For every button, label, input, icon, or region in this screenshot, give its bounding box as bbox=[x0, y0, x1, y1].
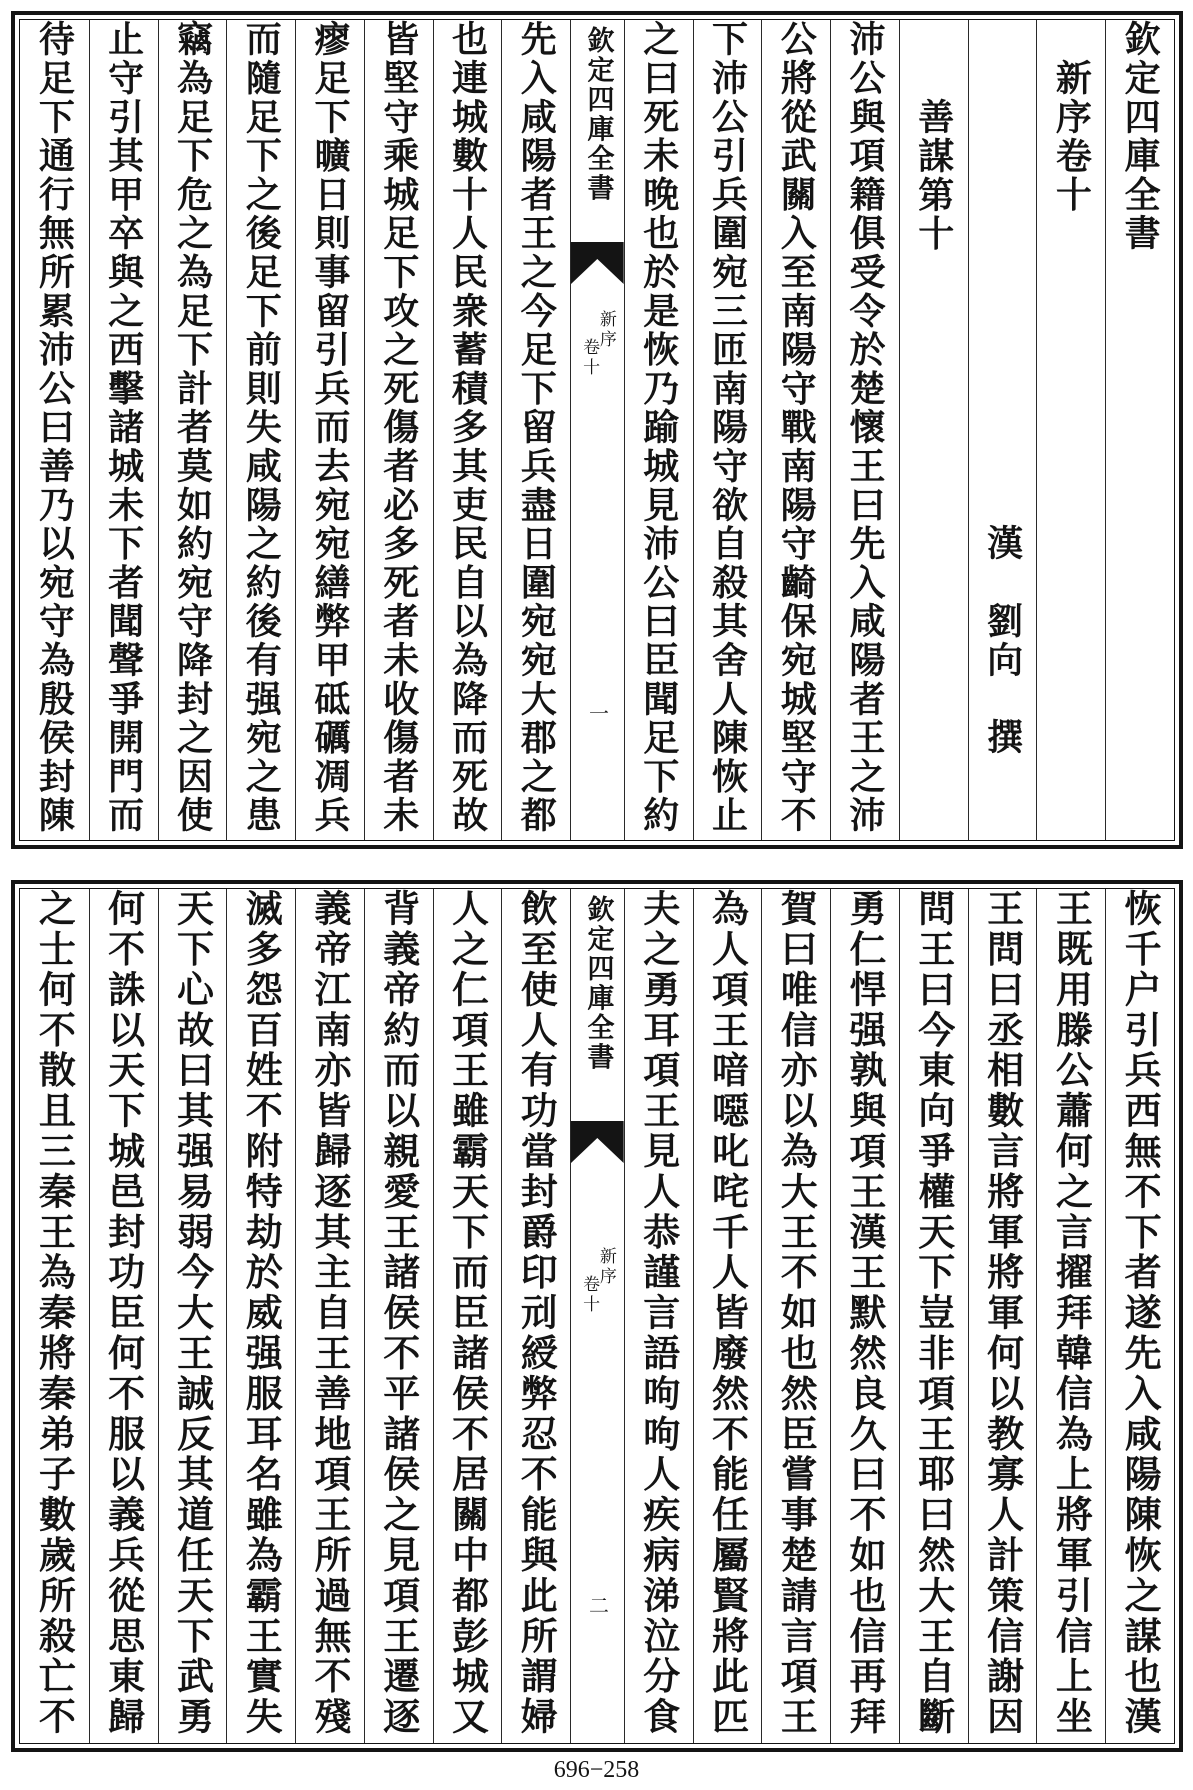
text-column bbox=[761, 20, 830, 840]
text-column-content: 瘳足下曠日則事留引兵而去宛宛繕弊甲砥礪凋兵 bbox=[308, 20, 351, 835]
text-column bbox=[693, 20, 762, 840]
text-column bbox=[968, 889, 1037, 1743]
text-column bbox=[364, 20, 433, 840]
text-column bbox=[624, 889, 693, 1743]
banxin-series-title: 欽定四庫全書 bbox=[582, 26, 614, 203]
center-fold-banxin bbox=[570, 20, 624, 840]
banxin-series-title: 欽定四庫全書 bbox=[582, 895, 614, 1072]
lower-leaf-frame bbox=[19, 888, 1175, 1744]
upper-leaf-panel bbox=[11, 11, 1183, 849]
text-column-content: 下沛公引兵圍宛三匝南陽守欲自殺其舍人陳恢止 bbox=[706, 20, 749, 835]
text-column bbox=[226, 20, 295, 840]
text-column bbox=[89, 20, 158, 840]
chapter-title: 善謀第十 bbox=[912, 98, 955, 254]
text-column-content: 之士何不散且三秦王為秦將秦弟子數歲所殺亡不 bbox=[32, 889, 77, 1738]
banxin-volume: 卷十 bbox=[579, 1275, 600, 1315]
upper-leaf-columns bbox=[20, 20, 1174, 840]
text-column-content: 竊為足下危之為足下計者莫如約宛守降封之因使 bbox=[171, 20, 214, 835]
text-column bbox=[830, 20, 899, 840]
author-column bbox=[968, 20, 1037, 840]
text-column-content: 滅多怨百姓不附特劫於威强服耳名雖為霸王實失 bbox=[239, 889, 284, 1738]
text-column bbox=[364, 889, 433, 1743]
text-column-content: 人之仁項王雖霸天下而臣諸侯不居關中都彭城又 bbox=[445, 889, 490, 1738]
lower-leaf-panel bbox=[11, 880, 1183, 1752]
text-column-content: 問王曰今東向爭權天下豈非項王耶曰然大王自斷 bbox=[911, 889, 956, 1738]
text-column bbox=[433, 20, 502, 840]
text-column-content: 何不誅以天下城邑封功臣何不服以義兵從思東歸 bbox=[101, 889, 146, 1738]
text-column bbox=[295, 889, 364, 1743]
text-column-content: 皆堅守乘城足下攻之死傷者必多死者未收傷者未 bbox=[377, 20, 420, 835]
reprint-page-code: 696−258 bbox=[553, 1757, 640, 1783]
text-column bbox=[1036, 889, 1105, 1743]
banxin-book-name: 新序 bbox=[595, 1247, 616, 1287]
text-column-content: 飲至使人有功當封爵印刓綬弊忍不能與此所謂婦 bbox=[514, 889, 559, 1738]
text-column bbox=[20, 20, 89, 840]
text-column bbox=[830, 889, 899, 1743]
lower-leaf-columns bbox=[20, 889, 1174, 1743]
book-volume-title: 新序卷十 bbox=[1050, 59, 1093, 215]
book-volume-column bbox=[1036, 20, 1105, 840]
text-column-content: 夫之勇耳項王見人恭謹言語呴呴人疾病涕泣分食 bbox=[636, 889, 681, 1738]
text-column bbox=[899, 889, 968, 1743]
text-column bbox=[624, 20, 693, 840]
text-column bbox=[1105, 889, 1174, 1743]
collection-title: 欽定四庫全書 bbox=[1119, 20, 1162, 253]
text-column-content: 也連城數十人民衆蓄積多其吏民自以為降而死故 bbox=[446, 20, 489, 835]
text-column bbox=[89, 889, 158, 1743]
text-column-content: 恢千户引兵西無不下者遂先入咸陽陳恢之謀也漢 bbox=[1118, 889, 1163, 1738]
text-column-content: 沛公與項籍俱受令於楚懷王曰先入咸陽者王之沛 bbox=[844, 20, 887, 835]
text-column bbox=[433, 889, 502, 1743]
text-column-content: 賀曰唯信亦以為大王不如也然臣嘗事楚請言項王 bbox=[774, 889, 819, 1738]
upper-leaf-frame bbox=[19, 19, 1175, 841]
author-role: 撰 bbox=[981, 718, 1024, 757]
author-dynasty: 漢 bbox=[981, 524, 1024, 563]
text-column-content: 公將從武關入至南陽守戰南陽守齮保宛城堅守不 bbox=[775, 20, 818, 835]
text-column-content: 王既用滕公蕭何之言擢拜韓信為上將軍引信上坐 bbox=[1049, 889, 1094, 1738]
text-column bbox=[295, 20, 364, 840]
text-column-content: 先入咸陽者王之今足下留兵盡日圍宛宛大郡之都 bbox=[515, 20, 558, 835]
text-column bbox=[226, 889, 295, 1743]
banxin-leaf-number: 一 bbox=[585, 703, 610, 723]
text-column-content: 王問曰丞相數言將軍將軍何以教寡人計策信謝因 bbox=[980, 889, 1025, 1738]
text-column-content: 之曰死未晚也於是恢乃踰城見沛公曰臣聞足下約 bbox=[637, 20, 680, 835]
fishtail-ornament bbox=[571, 242, 624, 284]
text-column-content: 天下心故曰其强易弱今大王誠反其道任天下武勇 bbox=[170, 889, 215, 1738]
banxin-leaf-number: 二 bbox=[585, 1595, 610, 1615]
text-column-content: 待足下通行無所累沛公曰善乃以宛守為殷侯封陳 bbox=[33, 20, 76, 835]
text-column bbox=[501, 20, 570, 840]
text-column-content: 勇仁悍强孰與項王漢王默然良久曰不如也信再拜 bbox=[843, 889, 888, 1738]
text-column-content: 止守引其甲卒與之西擊諸城未下者聞聲爭開門而 bbox=[102, 20, 145, 835]
collection-title-column bbox=[1105, 20, 1174, 840]
center-fold-banxin bbox=[570, 889, 624, 1743]
banxin-book-name: 新序 bbox=[595, 310, 616, 350]
text-column-content: 背義帝約而以親愛王諸侯不平諸侯之見項王遷逐 bbox=[376, 889, 421, 1738]
author-name: 劉向 bbox=[981, 602, 1024, 680]
text-column bbox=[20, 889, 89, 1743]
text-column bbox=[761, 889, 830, 1743]
text-column-content: 而隨足下之後足下前則失咸陽之約後有强宛之患 bbox=[240, 20, 283, 835]
text-column-content: 為人項王喑噁叱咤千人皆廢然不能任屬賢將此匹 bbox=[705, 889, 750, 1738]
fishtail-ornament bbox=[571, 1121, 624, 1163]
text-column bbox=[158, 889, 227, 1743]
chapter-title-column bbox=[899, 20, 968, 840]
text-column bbox=[693, 889, 762, 1743]
text-column bbox=[501, 889, 570, 1743]
banxin-volume: 卷十 bbox=[579, 338, 600, 378]
text-column bbox=[158, 20, 227, 840]
text-column-content: 義帝江南亦皆歸逐其主自王善地項王所過無不殘 bbox=[307, 889, 352, 1738]
